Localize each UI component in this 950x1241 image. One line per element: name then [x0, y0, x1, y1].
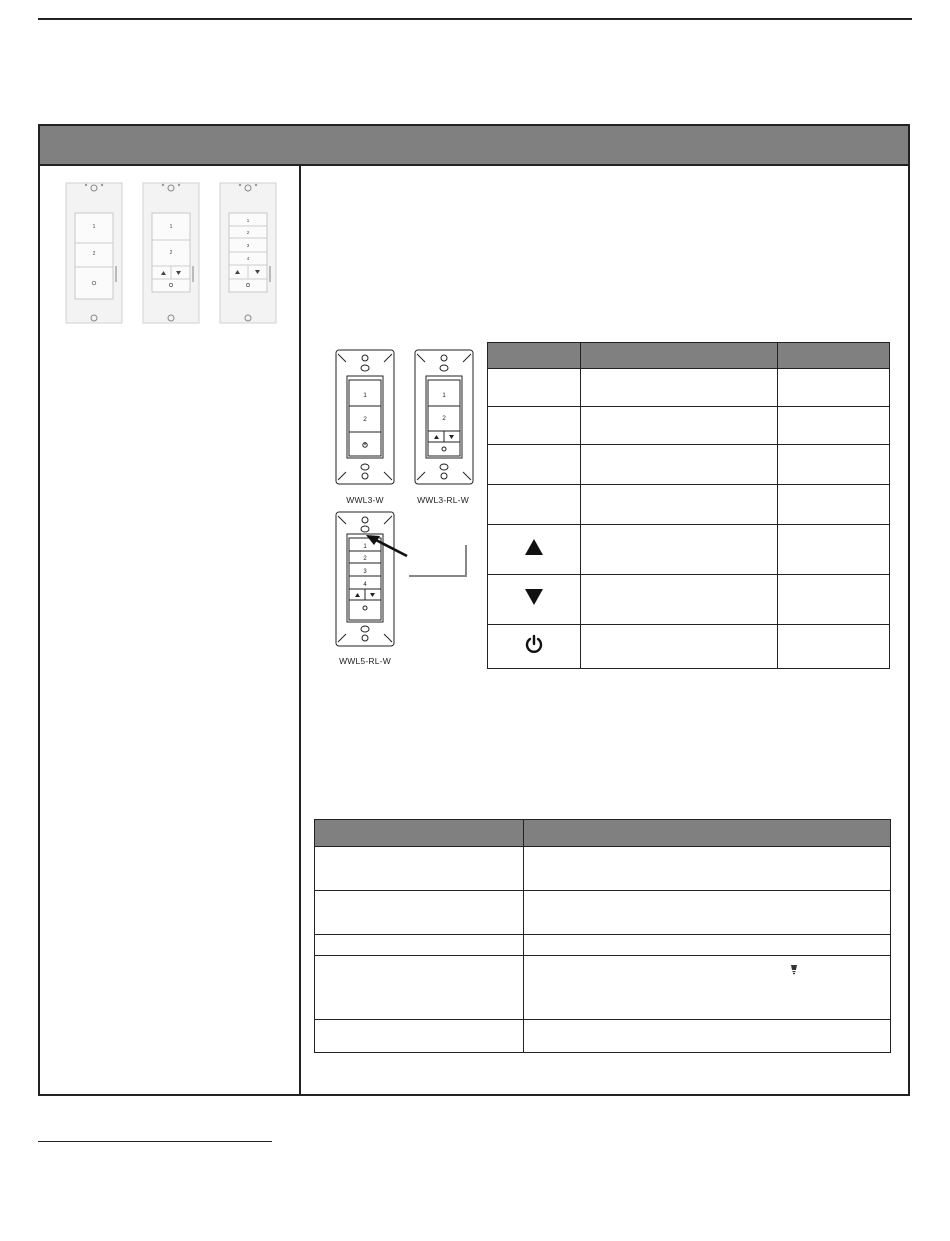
- svg-text:4: 4: [246, 256, 250, 261]
- feature-table: [314, 819, 891, 1053]
- svg-text:2: 2: [169, 250, 173, 256]
- caption-wwl3-rl-w: WWL3-RL-W: [417, 495, 469, 505]
- table-row: [488, 407, 890, 445]
- table-row: [488, 369, 890, 407]
- table-row: [488, 525, 890, 575]
- up-triangle-icon: [524, 538, 544, 556]
- svg-text:1: 1: [363, 544, 367, 550]
- caption-wwl3-w: WWL3-W: [346, 495, 384, 505]
- svg-text:3: 3: [363, 569, 367, 575]
- column-divider: [299, 166, 301, 1096]
- power-icon: [524, 634, 544, 654]
- top-rule: [38, 18, 912, 20]
- header-band: [40, 126, 908, 166]
- svg-text:1: 1: [169, 224, 173, 230]
- svg-text:2: 2: [363, 556, 367, 562]
- caption-wwl5-rl-w: WWL5-RL-W: [339, 656, 391, 666]
- svg-text:1: 1: [442, 392, 446, 399]
- table-header-row: [488, 343, 890, 369]
- table-row: [315, 956, 891, 1020]
- svg-text:1: 1: [92, 224, 96, 230]
- svg-text:2: 2: [246, 230, 250, 235]
- drawing-wwl3-btn2: 2: [363, 416, 367, 423]
- table-row: [488, 575, 890, 625]
- svg-text:2: 2: [442, 415, 446, 422]
- keypad-photo-wwl3-rl: [142, 182, 200, 324]
- table-row: [315, 847, 891, 891]
- svg-text:2: 2: [92, 251, 96, 257]
- bracket-line: [409, 545, 466, 576]
- svg-text:1: 1: [246, 218, 250, 223]
- table-row: [315, 891, 891, 935]
- table-row: [488, 445, 890, 485]
- svg-text:4: 4: [363, 582, 367, 588]
- pointer-arrow: [366, 535, 407, 556]
- table-row: [315, 1020, 891, 1053]
- lightbulb-icon: [790, 964, 798, 976]
- svg-text:3: 3: [246, 243, 250, 248]
- button-function-table: [487, 342, 890, 669]
- table-header-row: [315, 820, 891, 847]
- keypad-line-drawings: [330, 348, 480, 672]
- drawing-wwl5-rl: [336, 512, 394, 646]
- keypad-photo-wwl5-rl: [219, 182, 277, 324]
- table-row: [488, 485, 890, 525]
- keypad-photo-wwl3: [65, 182, 123, 324]
- table-row: [315, 935, 891, 956]
- down-triangle-icon: [524, 588, 544, 606]
- drawing-wwl3-btn1: 1: [363, 392, 367, 399]
- footnote-rule: [38, 1141, 272, 1142]
- table-row: [488, 625, 890, 669]
